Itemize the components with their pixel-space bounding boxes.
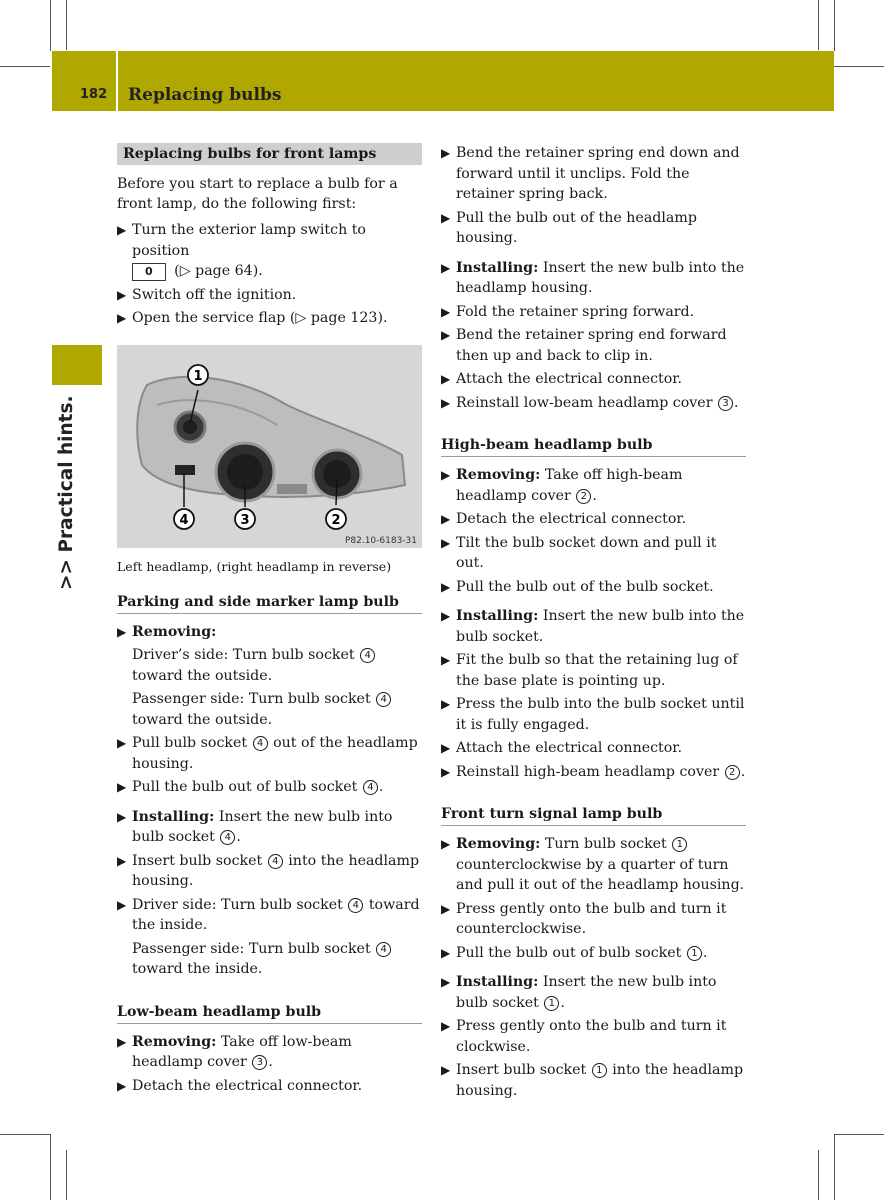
instruction-step: ▶ Installing: Insert the new bulb into bulb socket 1 .	[441, 974, 717, 1011]
instruction-step: ▶ Removing: Turn bulb socket 1 counterclockwise by a quarter of turn and pull it out of the headlamp housing.	[441, 836, 745, 893]
instruction-step: ▶ Pull bulb socket 4 out of the headlamp housing.	[117, 735, 418, 772]
instruction-detail: Passenger side: Turn bulb socket 4 toward the inside.	[117, 939, 422, 980]
instruction-step: ▶ Press the bulb into the bulb socket until it is fully engaged.	[441, 696, 745, 733]
arrow-icon: ▶	[441, 697, 451, 711]
arrow-icon: ▶	[441, 304, 451, 319]
instruction-step: ▶ Reinstall high-beam headlamp cover 2 .	[441, 762, 746, 783]
instruction-step: ▶ Tilt the bulb socket down and pull it out.	[441, 534, 717, 571]
instruction-step: ▶ Fit the bulb so that the retaining lug of the base plate is pointing up.	[441, 652, 738, 689]
instruction-step: ▶ Installing: Insert the new bulb into the bulb socket.	[441, 608, 745, 645]
instruction-step: ▶ Removing: Take off low-beam headlamp cover 3 .	[117, 1033, 352, 1070]
instruction-step: ▶ Bend the retainer spring end forward then up and back to clip in.	[441, 327, 727, 364]
instruction-step: ▶ Detach the electrical connector.	[117, 1076, 422, 1097]
crop-mark	[50, 1134, 51, 1200]
arrow-icon: ▶	[117, 624, 127, 639]
instruction-step: ▶ Pull the bulb out of the bulb socket.	[441, 577, 746, 598]
instruction-step: ▶ Press gently onto the bulb and turn it clockwise.	[441, 1018, 727, 1055]
instruction-step: ▶ Reinstall low-beam headlamp cover 3 .	[441, 393, 746, 414]
arrow-icon: ▶	[441, 975, 451, 989]
instruction-step: ▶ Turn the exterior lamp switch to position 0 (▷ page 64).	[117, 222, 366, 279]
arrow-icon: ▶	[117, 780, 127, 794]
crop-mark	[0, 66, 50, 67]
headlamp-figure	[117, 345, 422, 548]
arrow-icon: ▶	[441, 653, 451, 667]
section-tab-label: >> Practical hints.	[56, 395, 77, 590]
section-heading: Replacing bulbs for front lamps	[117, 143, 422, 165]
arrow-icon: ▶	[117, 1034, 127, 1049]
arrow-icon: ▶	[441, 328, 451, 342]
crop-mark	[834, 1134, 884, 1135]
right-column	[441, 143, 746, 1104]
arrow-icon: ▶	[441, 535, 451, 550]
crop-mark	[66, 0, 67, 50]
arrow-icon: ▶	[117, 287, 127, 302]
instruction-step: ▶ Bend the retainer spring end down and forward until it unclips. Fold the retainer spring back.	[441, 145, 740, 202]
page-title: Replacing bulbs	[128, 85, 282, 105]
arrow-icon: ▶	[441, 945, 451, 960]
headlamp-illustration	[117, 345, 422, 548]
switch-position-key: 0	[132, 263, 166, 281]
instruction-step: ▶ Installing: Insert the new bulb into the headlamp housing.	[441, 259, 745, 296]
instruction-step: ▶ Attach the electrical connector.	[441, 369, 746, 390]
arrow-icon: ▶	[441, 146, 451, 160]
instruction-step: ▶ Attach the electrical connector.	[441, 738, 746, 759]
arrow-icon: ▶	[441, 741, 451, 755]
arrow-icon: ▶	[441, 395, 451, 410]
instruction-step: ▶ Driver side: Turn bulb socket 4 toward the inside.	[117, 896, 420, 933]
arrow-icon: ▶	[117, 809, 127, 824]
section-heading: High-beam headlamp bulb	[441, 437, 746, 457]
instruction-step: ▶ Removing:	[117, 622, 422, 643]
callout-1: 1	[193, 368, 203, 384]
arrow-icon: ▶	[441, 901, 451, 916]
arrow-icon: ▶	[117, 1078, 127, 1093]
left-column	[117, 143, 422, 1099]
crop-mark	[834, 66, 884, 67]
instruction-step: ▶ Insert bulb socket 4 into the headlamp housing.	[117, 852, 420, 889]
crop-mark	[818, 0, 819, 50]
crop-mark	[0, 1134, 50, 1135]
arrow-icon: ▶	[441, 260, 451, 275]
instruction-step: ▶ Pull the bulb out of the headlamp housing.	[441, 209, 697, 246]
crop-mark	[66, 1150, 67, 1200]
instruction-detail: Passenger side: Turn bulb socket 4 toward the outside.	[117, 689, 422, 730]
instruction-step: ▶ Fold the retainer spring forward.	[441, 302, 746, 323]
arrow-icon: ▶	[441, 512, 451, 526]
figure-reference: P82.10-6183-31	[344, 535, 417, 546]
callout-4: 4	[179, 512, 189, 528]
arrow-icon: ▶	[441, 837, 451, 851]
instruction-step: ▶ Open the service flap (▷ page 123).	[117, 308, 422, 329]
callout-2: 2	[331, 512, 341, 528]
instruction-step: ▶ Installing: Insert the new bulb into bulb socket 4 .	[117, 808, 393, 845]
arrow-icon: ▶	[117, 311, 127, 325]
callout-3: 3	[240, 512, 250, 528]
arrow-icon: ▶	[441, 579, 451, 594]
figure-caption: Left headlamp, (right headlamp in reverse)	[117, 558, 392, 574]
arrow-icon: ▶	[441, 210, 451, 225]
section-heading: Parking and side marker lamp bulb	[117, 594, 422, 614]
instruction-step: ▶ Pull the bulb out of bulb socket 1 .	[441, 943, 746, 964]
page-number: 182	[80, 87, 108, 102]
arrow-icon: ▶	[441, 468, 451, 482]
arrow-icon: ▶	[441, 764, 451, 779]
crop-mark	[834, 0, 835, 51]
crop-mark	[818, 1150, 819, 1200]
arrow-icon: ▶	[441, 609, 451, 623]
crop-mark	[834, 1134, 835, 1200]
instruction-step: ▶ Insert bulb socket 1 into the headlamp housing.	[441, 1062, 744, 1099]
arrow-icon: ▶	[117, 736, 127, 750]
arrow-icon: ▶	[441, 1063, 451, 1077]
section-heading: Low-beam headlamp bulb	[117, 1004, 422, 1024]
instruction-detail: Driver’s side: Turn bulb socket 4 toward the outside.	[117, 645, 422, 686]
section-heading: Front turn signal lamp bulb	[441, 806, 746, 826]
instruction-step: ▶ Pull the bulb out of bulb socket 4 .	[117, 777, 422, 798]
intro-text: Before you start to replace a bulb for a front lamp, do the following first:	[117, 176, 398, 212]
arrow-icon: ▶	[117, 897, 127, 912]
arrow-icon: ▶	[441, 1019, 451, 1033]
arrow-icon: ▶	[117, 223, 127, 237]
instruction-step: ▶ Removing: Take off high-beam headlamp cover 2 .	[441, 467, 683, 504]
instruction-step: ▶ Press gently onto the bulb and turn it counterclockwise.	[441, 900, 727, 937]
crop-mark	[50, 0, 51, 51]
instruction-step: ▶ Detach the electrical connector.	[441, 509, 746, 530]
section-tab-marker	[52, 345, 102, 385]
arrow-icon: ▶	[117, 853, 127, 868]
arrow-icon: ▶	[441, 372, 451, 386]
instruction-step: ▶ Switch off the ignition.	[117, 285, 422, 306]
